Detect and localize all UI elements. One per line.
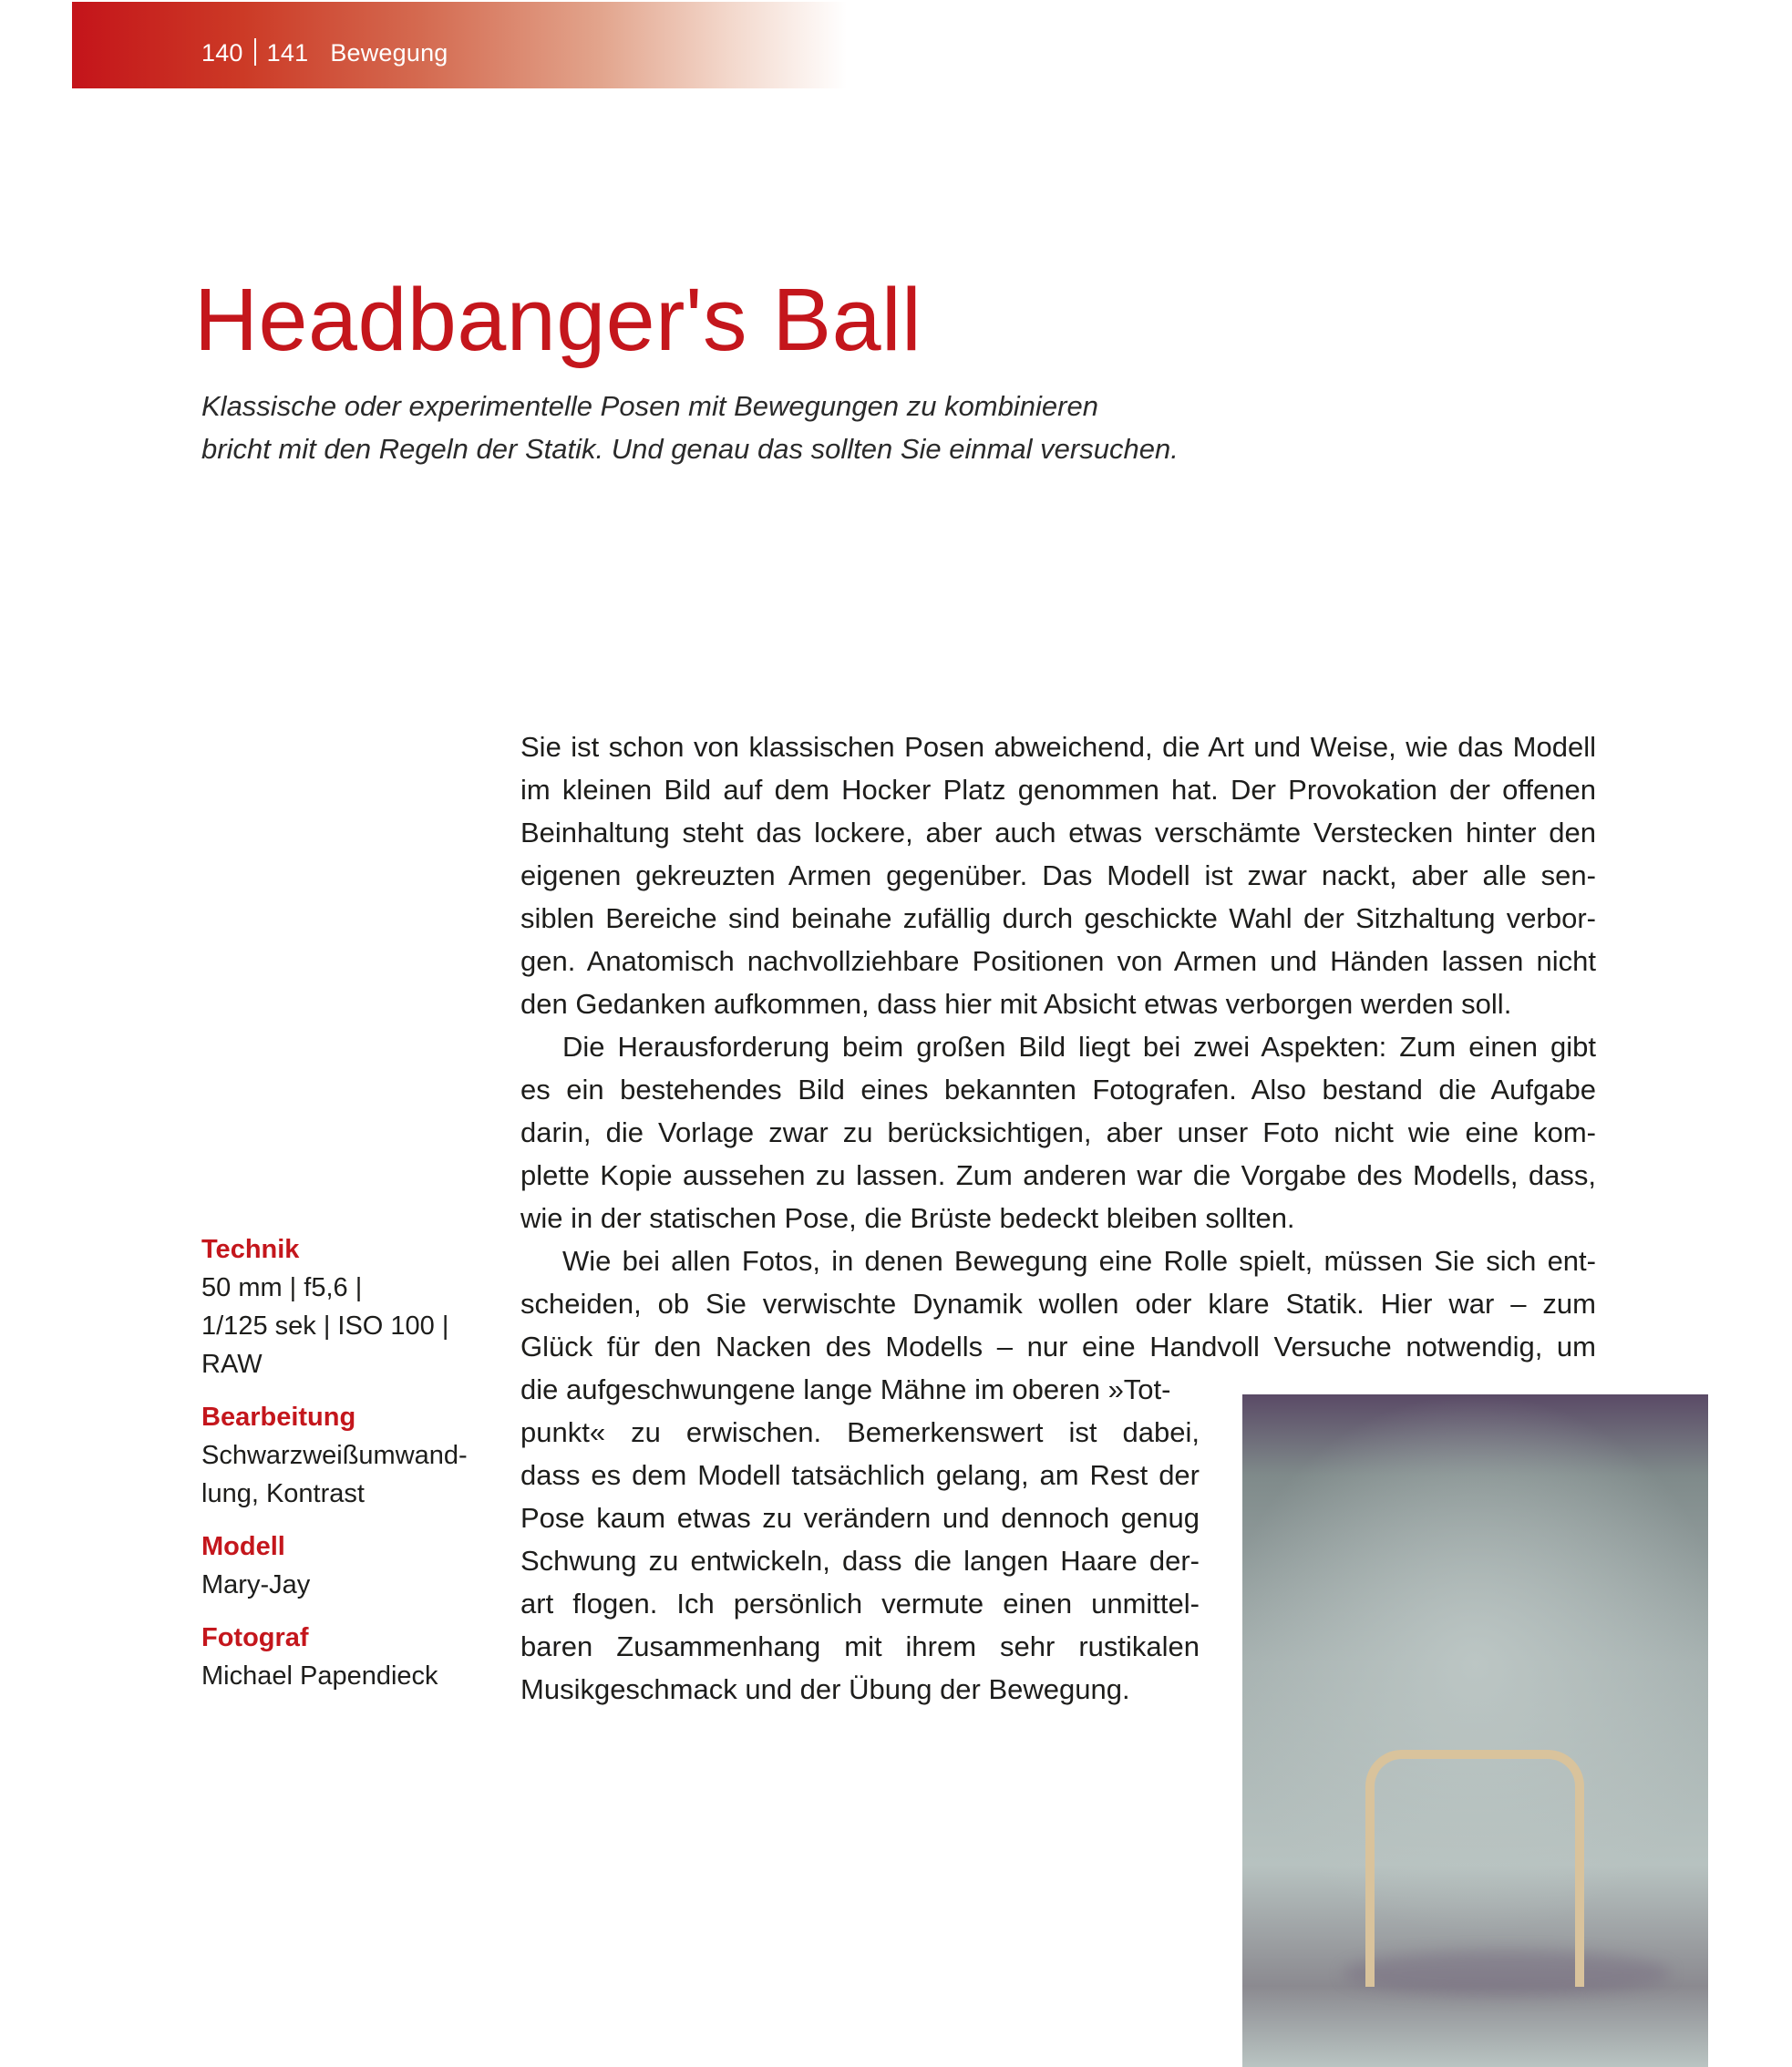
body-line: eigenen gekreuzten Armen gegenüber. Das Modell ist zwar nackt, aber alle sen-	[520, 859, 1596, 891]
meta-bearbeitung	[201, 1398, 493, 1513]
body-line: Schwung zu entwickeln, dass die langen Haare der-	[520, 1545, 1200, 1577]
body-line: Beinhaltung steht das lockere, aber auch etwas verschämte Verstecken hinter den	[520, 817, 1596, 848]
body-line: Pose kaum etwas zu verändern und dennoch genug	[520, 1502, 1200, 1534]
body-line: Glück für den Nacken des Modells – nur eine Handvoll Versuche notwendig, um	[520, 1331, 1596, 1363]
body-line: wie in der statischen Pose, die Brüste bedeckt bleiben sollten.	[520, 1202, 1295, 1234]
meta-value	[201, 1269, 493, 1383]
meta-value-line: 50 mm | f5,6 |	[201, 1273, 363, 1302]
body-line: siblen Bereiche sind beinahe zufällig durch geschickte Wahl der Sitzhaltung verbor-	[520, 902, 1596, 934]
photo-info-sidebar	[201, 1230, 493, 1710]
photo-stool-shape	[1365, 1750, 1584, 1987]
running-header	[201, 38, 448, 67]
body-line: art flogen. Ich persönlich vermute einen unmittel-	[520, 1588, 1200, 1620]
meta-technik	[201, 1230, 493, 1383]
running-header-band	[72, 2, 847, 88]
body-line: darin, die Vorlage zwar zu berücksichtigen, aber unser Foto nicht wie eine kom-	[520, 1116, 1596, 1148]
body-line: baren Zusammenhang mit ihrem sehr rustikalen	[520, 1630, 1200, 1662]
body-line: Musikgeschmack und der Übung der Bewegung.	[520, 1673, 1130, 1705]
body-line: Wie bei allen Fotos, in denen Bewegung eine Rolle spielt, müssen Sie sich ent-	[562, 1245, 1596, 1277]
body-line: plette Kopie aussehen zu lassen. Zum anderen war die Vorgabe des Modells, dass,	[520, 1159, 1596, 1191]
page-number-left: 140	[201, 39, 243, 67]
subtitle-line: Klassische oder experimentelle Posen mit Bewegungen zu kombinieren	[201, 390, 1098, 422]
meta-value	[201, 1566, 493, 1604]
subtitle-line: bricht mit den Regeln der Statik. Und genau das sollten Sie einmal versuchen.	[201, 433, 1179, 465]
meta-value-line: Mary-Jay	[201, 1570, 311, 1599]
body-line: die aufgeschwungene lange Mähne im oberen »Tot-	[520, 1373, 1171, 1405]
body-line: scheiden, ob Sie verwischte Dynamik wollen oder klare Statik. Hier war – zum	[520, 1288, 1596, 1320]
meta-value-line: 1/125 sek | ISO 100 |	[201, 1311, 449, 1341]
meta-fotograf	[201, 1619, 493, 1695]
body-line: im kleinen Bild auf dem Hocker Platz genommen hat. Der Provokation der offenen	[520, 774, 1596, 806]
meta-label: Fotograf	[201, 1623, 309, 1652]
body-line: gen. Anatomisch nachvollziehbare Positionen von Armen und Händen lassen nicht	[520, 945, 1596, 977]
body-line: Sie ist schon von klassischen Posen abweichend, die Art und Weise, wie das Modell	[520, 731, 1596, 763]
meta-value	[201, 1657, 493, 1695]
body-line: punkt« zu erwischen. Bemerkenswert ist dabei,	[520, 1416, 1200, 1448]
article-photo	[1242, 1394, 1708, 2067]
meta-label: Technik	[201, 1235, 300, 1264]
meta-label: Bearbeitung	[201, 1403, 356, 1432]
page-separator	[254, 38, 256, 66]
meta-value-line: RAW	[201, 1350, 263, 1379]
meta-value-line: Schwarzweißumwand-	[201, 1441, 468, 1470]
page-number-right: 141	[266, 39, 309, 67]
article-subtitle	[201, 385, 1295, 470]
meta-label: Modell	[201, 1532, 285, 1561]
body-line: es ein bestehendes Bild eines bekannten Fotografen. Also bestand die Aufgabe	[520, 1074, 1596, 1105]
article-title: Headbanger's Ball	[194, 270, 922, 369]
body-line: den Gedanken aufkommen, dass hier mit Absicht etwas verborgen werden soll.	[520, 988, 1512, 1020]
body-line: dass es dem Modell tatsächlich gelang, am Rest der	[520, 1459, 1200, 1491]
meta-value-line: Michael Papendieck	[201, 1661, 438, 1691]
chapter-name: Bewegung	[330, 39, 448, 67]
meta-value	[201, 1436, 493, 1513]
body-line: Die Herausforderung beim großen Bild liegt bei zwei Aspekten: Zum einen gibt	[562, 1031, 1596, 1063]
meta-value-line: lung, Kontrast	[201, 1479, 365, 1508]
meta-modell	[201, 1527, 493, 1604]
